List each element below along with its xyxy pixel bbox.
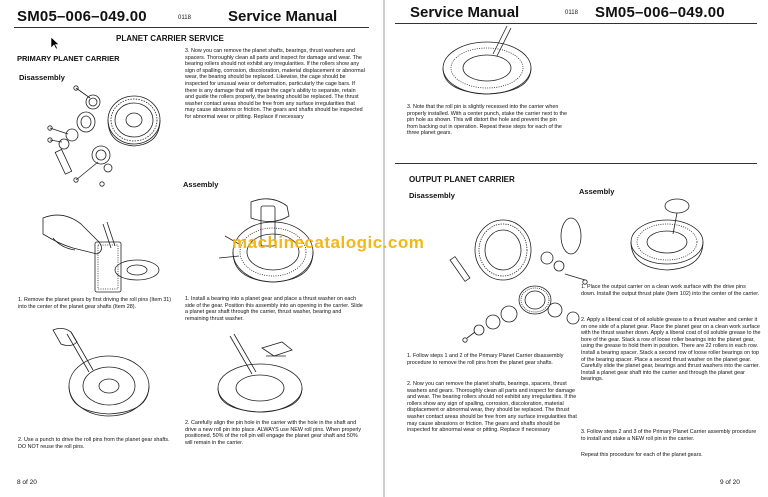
manual-title: Service Manual bbox=[228, 8, 338, 25]
subheading: PRIMARY PLANET CARRIER bbox=[17, 54, 120, 63]
watermark-text: machinecatalogic.com bbox=[232, 233, 425, 252]
section-heading: PLANET CARRIER SERVICE bbox=[116, 34, 224, 43]
assembly-label: Assembly bbox=[579, 187, 615, 196]
disassembly-label: Disassembly bbox=[409, 191, 455, 200]
revision: 0118 bbox=[178, 15, 191, 21]
page-number: 9 of 20 bbox=[720, 479, 740, 486]
repeat-note: Repeat this procedure for each of the planet gears. bbox=[581, 452, 703, 458]
doc-number: SM05–006–049.00 bbox=[17, 8, 147, 25]
exploded-carrier-figure bbox=[46, 80, 176, 190]
punch-pin-figure bbox=[33, 208, 173, 298]
output-disassembly-step-2: 2. Now you can remove the planet shafts, bearings, spacers, thrust washers and gears. Thoroughly clean all parts and inspect for damage and wear. The bearing rollers should not exhibit any irregularities. If the rollers show any sign of spalling, corrosion, discoloration, material displacement or abnormal wear, they should be replaced. The thrust washer contact areas should be free from any surface irregularities that may cause abrasions or friction. The gears and shafts should be inspected for abnormal wear or pitting. Replace if necessary bbox=[407, 381, 577, 434]
drive-roll-pin-figure bbox=[33, 326, 173, 426]
assembly-step-2: 2. Carefully align the pin hole in the carrier with the hole in the shaft and drive a new roll pin into place. ALWAYS use NEW roll pins. When properly positioned, 50% of the roll pin will engage the planet gear shaft and 50% will remain in the carrier. bbox=[185, 420, 362, 446]
stake-carrier-figure bbox=[427, 24, 547, 100]
align-pin-figure bbox=[200, 330, 310, 420]
output-assembly-step-3: 3. Follow steps 2 and 3 of the Primary Planet Carrier assembly procedure to install and stake a NEW roll pin in the carrier. bbox=[581, 429, 757, 442]
page-number: 8 of 20 bbox=[17, 479, 37, 486]
section-rule bbox=[395, 163, 757, 164]
doc-number: SM05–006–049.00 bbox=[595, 4, 725, 21]
disassembly-step-2: 2. Use a punch to drive the roll pins from the planet gear shafts. DO NOT reuse the roll pins. bbox=[18, 437, 170, 450]
section-heading: OUTPUT PLANET CARRIER bbox=[409, 175, 515, 184]
disassembly-step-1: 1. Remove the planet gears by first driving the roll pins (Item 31) into the center of the planet gear shafts (Item 28). bbox=[18, 297, 172, 310]
disassembly-step-3: 3. Now you can remove the planet shafts, bearings, thrust washers and spacers. Thoroughly clean all parts and inspect for damage and wear. The bearing rollers should not exhibit any irregularities. If the rollers show any sign of spalling, corrosion, discoloration, material displacement or abnormal wear, the bearing should be replaced. Likewise, the cage should be inspected for unusual wear or deformation, particularly the cage bars. If there is any damage that will impair the cage's ability to separate, retain and guide the rollers properly, the bearing should be replaced. The thrust washer contact areas should be free from any surface irregularities that may cause abrasions or friction. The gears and shafts should be inspected for abnormal wear or pitting. Replace if necessary bbox=[185, 48, 365, 120]
disassembly-label: Disassembly bbox=[19, 73, 65, 82]
header-rule bbox=[14, 27, 369, 28]
assembly-step-3: 3. Note that the roll pin is slightly recessed into the carrier when properly installed. With a center punch, stake the carrier next to the pin hole as shown. This will distort the hole and prevent the pin from backing out in operation. Repeat these steps for each of the three planet gears. bbox=[407, 104, 568, 137]
revision: 0118 bbox=[565, 10, 578, 16]
output-carrier-assembly-figure bbox=[621, 196, 711, 278]
output-disassembly-step-1: 1. Follow steps 1 and 2 of the Primary Planet Carrier disassembly procedure to remove the roll pins from the planet gear shafts. bbox=[407, 353, 564, 366]
exploded-output-carrier-figure bbox=[445, 200, 595, 350]
mouse-cursor-icon bbox=[50, 36, 60, 50]
assembly-label: Assembly bbox=[183, 180, 219, 189]
manual-title: Service Manual bbox=[410, 4, 520, 21]
assembly-step-1: 1. Install a bearing into a planet gear and place a thrust washer on each side of the gear. Position this assembly into an opening in the carrier. Slide a planet gear shaft through the carrier, thrust washer, bearing and remaining thrust washer. bbox=[185, 296, 363, 322]
output-assembly-step-1: 1. Place the output carrier on a clean work surface with the drive pins down. Install the output thrust plate (Item 102) into the center of the carrier. bbox=[581, 284, 760, 297]
right-page bbox=[385, 0, 768, 497]
output-assembly-step-2: 2. Apply a liberal coat of oil soluble grease to a thrust washer and center it on one side of a planet gear. Place the planet gear on a clean work surface with the thrust washer down. Apply a liberal coat of oil soluble grease to the bore of the gear. Stack a row of loose roller bearings into the planet gear, using the grease to hold them in position. There are 22 rollers in each row. Install a bearing spacer. Stack a second row of loose roller bearings on top of the bearing spacer. Place a second thrust washer on the planet gear. Carefully slide the planet gear, bearings and thrust washers into the carrier. Install a planet gear shaft into the carrier and through the planet gear bearings. bbox=[581, 317, 761, 383]
